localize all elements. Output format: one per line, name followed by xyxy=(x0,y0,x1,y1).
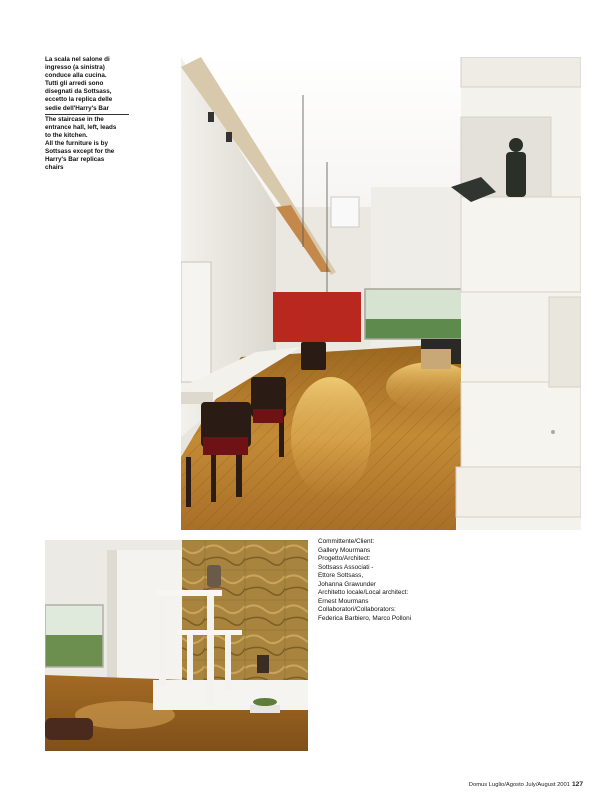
caption-english: The staircase in the entrance hall, left, leads to the kitchen. All the furniture is by Sottsass except for the Harry's Bar replicas chairs xyxy=(45,115,117,172)
photo-caption xyxy=(45,56,133,172)
credit-line: Ettore Sottsass, xyxy=(318,572,364,580)
credit-line: Federica Barbiero, Marco Polloni xyxy=(318,614,412,622)
page-footer xyxy=(455,781,583,788)
caption-divider xyxy=(45,114,129,115)
caption-italian: La scala nel salone di ingresso (a sinistra) conduce alla cucina. Tutti gli arredi sono disegnati da Sottsass, eccetto la replica delle sedie dell'Harry's Bar xyxy=(45,56,113,112)
credit-line: Progetto/Architect: xyxy=(318,555,371,563)
credit-line: Collaboratori/Collaborators: xyxy=(318,606,396,614)
page-number: 127 xyxy=(571,781,583,788)
main-interior-photo xyxy=(181,57,581,530)
project-credits xyxy=(318,538,488,623)
bottom-interior-photo xyxy=(45,540,308,751)
credit-line: Gallery Mourmans xyxy=(318,546,371,554)
credit-line: Architetto locale/Local architect: xyxy=(318,589,409,597)
credit-line: Ernest Mourmans xyxy=(318,597,369,605)
issue-label: Domus Luglio/Agosto July/August 2001 xyxy=(468,782,570,788)
credit-line: Sottsass Associati - xyxy=(318,563,374,571)
credit-line: Committente/Client: xyxy=(318,538,375,545)
credit-line: Johanna Grawunder xyxy=(318,580,376,588)
